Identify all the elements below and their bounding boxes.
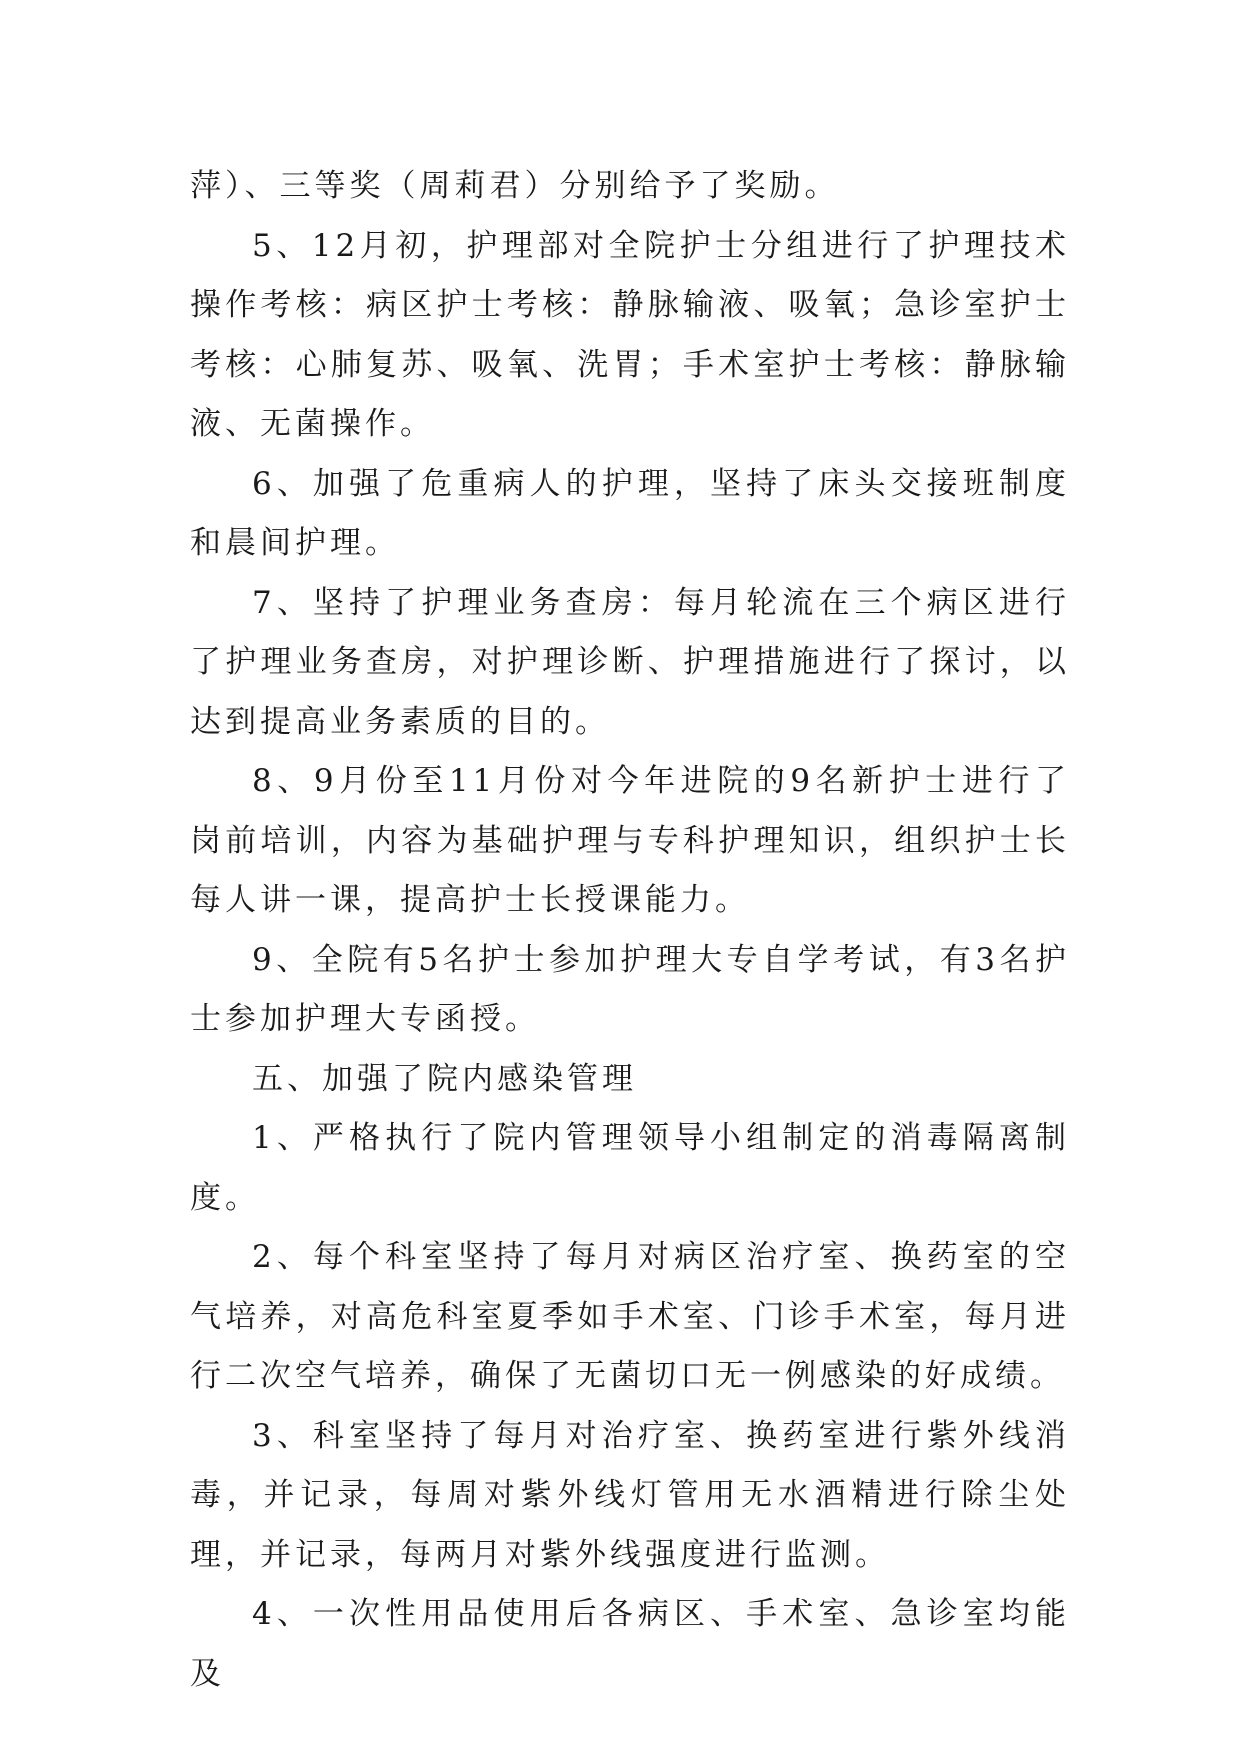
paragraph-item-7: 7、坚持了护理业务查房：每月轮流在三个病区进行了护理业务查房，对护理诊断、护理措施进行了探讨，以达到提高业务素质的目的。 — [190, 584, 1070, 740]
section-heading-5: 五、加强了院内感染管理 — [252, 1060, 637, 1097]
paragraph-infection-4: 4、一次性用品使用后各病区、手术室、急诊室均能及 — [190, 1596, 1070, 1692]
paragraph-item-6: 6、加强了危重病人的护理，坚持了床头交接班制度和晨间护理。 — [190, 465, 1070, 561]
paragraph-infection-1: 1、严格执行了院内管理领导小组制定的消毒隔离制度。 — [190, 1120, 1070, 1216]
paragraph-item-5: 5、12月初，护理部对全院护士分组进行了护理技术操作考核：病区护士考核：静脉输液、吸氧；急诊室护士考核：心肺复苏、吸氧、洗胃；手术室护士考核：静脉输液、无菌操作。 — [190, 227, 1070, 442]
paragraph-item-8: 8、9月份至11月份对今年进院的9名新护士进行了岗前培训，内容为基础护理与专科护理知识，组织护士长每人讲一课，提高护士长授课能力。 — [190, 763, 1070, 918]
paragraph-item-9: 9、全院有5名护士参加护理大专自学考试，有3名护士参加护理大专函授。 — [190, 941, 1070, 1037]
paragraph-infection-2: 2、每个科室坚持了每月对病区治疗室、换药室的空气培养，对高危科室夏季如手术室、门诊手术室，每月进行二次空气培养，确保了无菌切口无一例感染的好成绩。 — [190, 1239, 1070, 1394]
paragraph-continuation: 萍）、三等奖（周莉君）分别给予了奖励。 — [190, 168, 840, 204]
document-body — [190, 157, 1070, 1704]
paragraph-infection-3: 3、科室坚持了每月对治疗室、换药室进行紫外线消毒，并记录，每周对紫外线灯管用无水酒精进行除尘处理，并记录，每两月对紫外线强度进行监测。 — [190, 1417, 1070, 1573]
